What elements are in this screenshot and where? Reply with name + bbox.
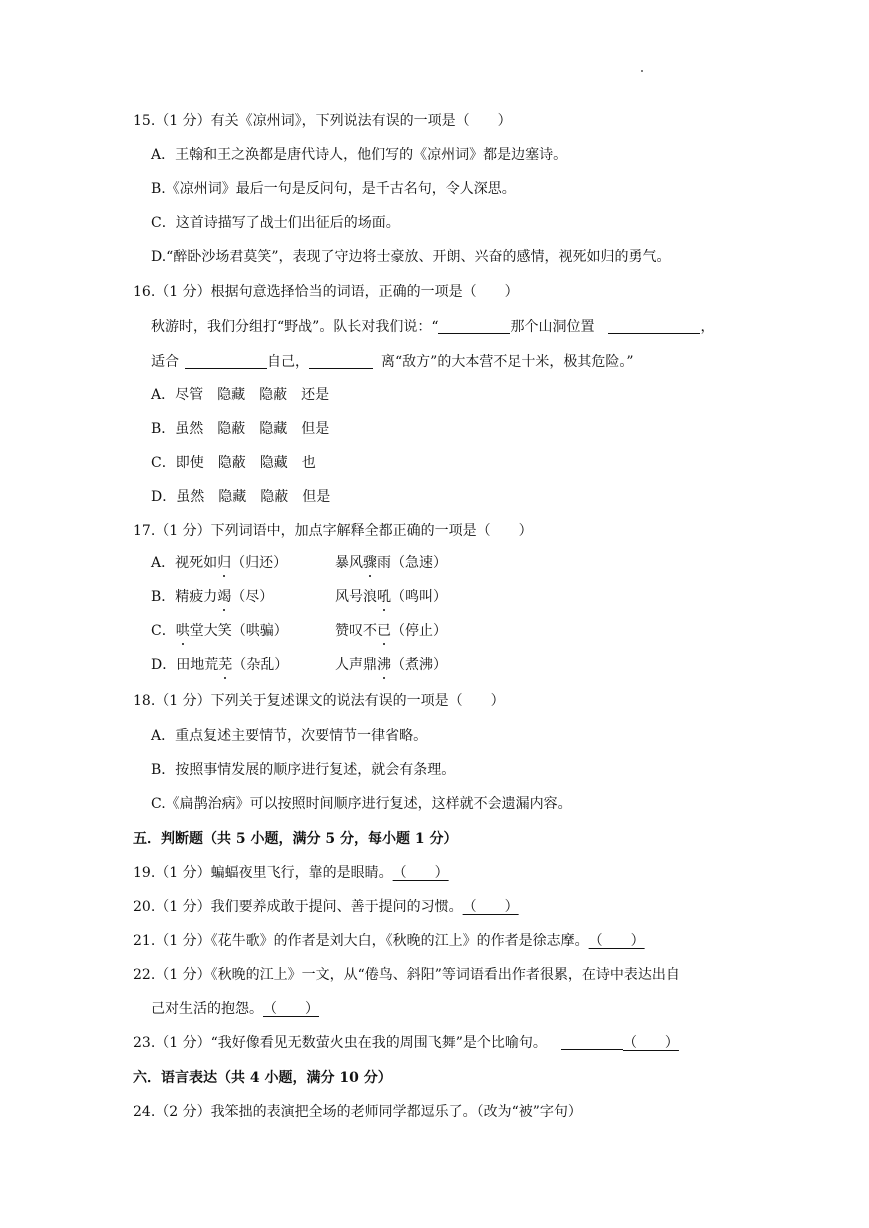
- passage-text: 那个山洞位置: [510, 319, 595, 335]
- option-text: （煮沸）: [391, 657, 447, 673]
- question-16-option-a: A．尽管 隐藏 隐蔽 还是: [151, 387, 330, 403]
- option-text: 风号浪: [335, 589, 377, 605]
- question-15-option-b: B.《凉州词》最后一句是反问句，是千古名句，令人深思。: [151, 181, 516, 197]
- question-18-option-c: C.《扁鹊治病》可以按照时间顺序进行复述，这样就不会遗漏内容。: [151, 796, 572, 812]
- dotted-char: 哄: [175, 623, 190, 639]
- answer-parenthesis: （ ）: [588, 933, 645, 949]
- question-19: [133, 863, 449, 883]
- question-16-passage-line-1: [151, 317, 714, 337]
- fill-blank-4: [309, 352, 373, 369]
- question-23: [133, 1033, 679, 1053]
- option-text: 雨（急速）: [377, 555, 447, 571]
- option-text: C．: [151, 623, 176, 639]
- question-17-option-d-right: [335, 655, 447, 675]
- dotted-char: 归: [217, 555, 232, 571]
- question-17-option-b-right: [335, 587, 447, 607]
- question-text: 19.（1 分）蝙蝠夜里飞行，靠的是眼睛。: [133, 865, 393, 881]
- option-text: （停止）: [391, 623, 447, 639]
- fill-blank-2: [608, 317, 700, 334]
- question-24-stem: 24.（2 分）我笨拙的表演把全场的老师同学都逗乐了。（改为“被”字句）: [133, 1104, 582, 1120]
- passage-text: 适合: [151, 354, 179, 370]
- question-21: [133, 931, 645, 951]
- section-6-heading: 六．语言表达（共 4 小题，满分 10 分）: [133, 1070, 392, 1086]
- option-text: （鸣叫）: [391, 589, 447, 605]
- passage-text: 自己，: [267, 354, 309, 370]
- question-text: 己对生活的抱怨。: [151, 1001, 263, 1017]
- dotted-char: 沸: [377, 657, 391, 673]
- question-17-option-b-left: [151, 587, 273, 607]
- section-5-heading: 五．判断题（共 5 小题，满分 5 分，每小题 1 分）: [133, 831, 458, 847]
- option-text: 堂大笑（哄骗）: [189, 623, 288, 639]
- answer-parenthesis: （ ）: [263, 1001, 319, 1017]
- question-22-line-2: [151, 999, 319, 1019]
- question-16-passage-line-2: [151, 352, 633, 372]
- dotted-char: 已: [377, 623, 391, 639]
- question-22-line-1: 22.（1 分）《秋晚的江上》一文，从“倦鸟、斜阳”等词语看出作者很累，在诗中表达出自: [133, 967, 680, 983]
- fill-blank-3: [185, 352, 267, 369]
- dotted-char: 芜: [218, 657, 233, 673]
- answer-line: [561, 1033, 623, 1050]
- option-text: B．精疲力: [151, 589, 218, 605]
- question-17-option-a-right: [335, 553, 447, 573]
- question-text: 21.（1 分）《花牛歌》的作者是刘大白，《秋晚的江上》的作者是徐志摩。: [133, 933, 589, 949]
- question-18-option-a: A．重点复述主要情节，次要情节一律省略。: [151, 728, 428, 744]
- question-15-option-d: D.“醉卧沙场君莫笑”，表现了守边将士豪放、开朗、兴奋的感情，视死如归的勇气。: [151, 249, 671, 265]
- option-text: （尽）: [231, 589, 274, 605]
- option-text: 赞叹不: [335, 623, 377, 639]
- option-text: （杂乱）: [232, 657, 289, 673]
- question-16-option-d: D．虽然 隐藏 隐蔽 但是: [151, 489, 331, 505]
- scan-speck: [641, 70, 643, 72]
- option-text: 人声鼎: [335, 657, 377, 673]
- answer-parenthesis: （ ）: [462, 899, 519, 915]
- question-17-option-a-left: [151, 553, 287, 573]
- question-15-stem: 15.（1 分）有关《凉州词》，下列说法有误的一项是（ ）: [133, 113, 512, 129]
- question-17-stem: 17.（1 分）下列词语中，加点字解释全都正确的一项是（ ）: [133, 523, 533, 539]
- dotted-char: 骤: [363, 555, 377, 571]
- answer-parenthesis: （ ）: [622, 1035, 679, 1051]
- question-17-option-c-left: [151, 621, 288, 641]
- question-16-option-b: B．虽然 隐蔽 隐藏 但是: [151, 421, 330, 437]
- question-text: 23.（1 分）“我好像看见无数萤火虫在我的周围飞舞”是个比喻句。: [133, 1035, 547, 1051]
- passage-text: ，: [700, 319, 715, 335]
- dotted-char: 吼: [377, 589, 391, 605]
- question-text: 20.（1 分）我们要养成敢于提问、善于提问的习惯。: [133, 899, 463, 915]
- question-16-option-c: C．即使 隐蔽 隐藏 也: [151, 455, 316, 471]
- question-15-option-a: A．王翰和王之涣都是唐代诗人，他们写的《凉州词》都是边塞诗。: [151, 147, 568, 163]
- question-18-option-b: B．按照事情发展的顺序进行复述，就会有条理。: [151, 762, 456, 778]
- question-17-option-c-right: [335, 621, 447, 641]
- fill-blank-1: [438, 317, 510, 334]
- question-18-stem: 18.（1 分）下列关于复述课文的说法有误的一项是（ ）: [133, 693, 505, 709]
- question-16-stem: 16.（1 分）根据句意选择恰当的词语，正确的一项是（ ）: [133, 284, 519, 300]
- dotted-char: 竭: [217, 589, 232, 605]
- passage-text: 离“敌方”的大本营不足十米，极其危险。”: [381, 354, 634, 370]
- question-17-option-d-left: [151, 655, 288, 675]
- option-text: A．视死如: [151, 555, 218, 571]
- option-text: （归还）: [231, 555, 288, 571]
- passage-text: 秋游时，我们分组打“野战”。队长对我们说：“: [151, 319, 439, 335]
- option-text: 暴风: [335, 555, 363, 571]
- question-15-option-c: C．这首诗描写了战士们出征后的场面。: [151, 215, 400, 231]
- option-text: D．田地荒: [151, 657, 219, 673]
- question-20: [133, 897, 519, 917]
- answer-parenthesis: （ ）: [392, 865, 449, 881]
